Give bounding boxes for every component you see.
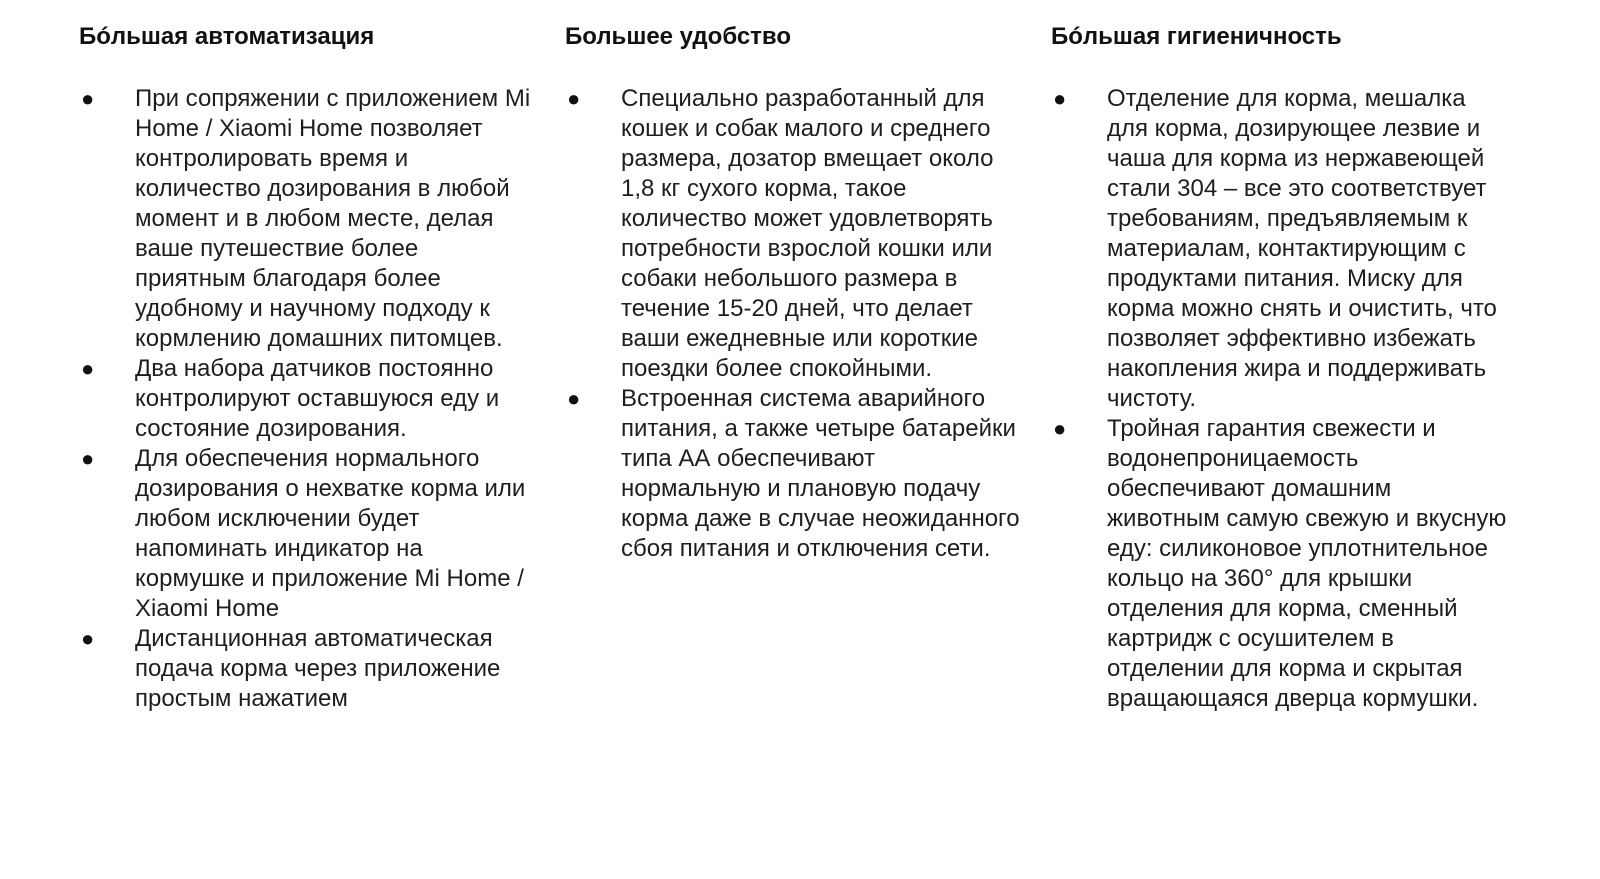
bullet-icon: ●: [81, 356, 95, 381]
list-item-text: При сопряжении с приложением Mi Home / Xiaomi Home позволяет контролировать время и количество дозирования в любой момент и в любом месте, делая ваше путешествие более приятным благодаря более удобному и научному подходу к кормлению домашних питомцев.: [135, 85, 531, 352]
bullet-list: [1051, 84, 1537, 714]
feature-columns: [79, 22, 1537, 714]
bullet-list: [565, 84, 1051, 564]
list-item-text: Дистанционная автоматическая подача корма через приложение простым нажатием: [135, 625, 501, 712]
bullet-icon: ●: [81, 626, 95, 651]
list-item: [79, 354, 565, 444]
bullet-icon: ●: [81, 446, 95, 471]
bullet-list: [79, 84, 565, 714]
list-item-text: Встроенная система аварийного питания, а также четыре батарейки типа АА обеспечивают нормальную и плановую подачу корма даже в случае неожиданного сбоя питания и отключения сети.: [621, 385, 1020, 562]
list-item-text: Тройная гарантия свежести и водонепроницаемость обеспечивают домашним животным самую свежую и вкусную еду: силиконовое уплотнительное кольцо на 360° для крышки отделения для корма, сменный картридж с осушителем в отделении для корма и скрытая вращающаяся дверца кормушки.: [1107, 415, 1507, 712]
bullet-icon: ●: [567, 86, 581, 111]
column-title: Большее удобство: [565, 23, 792, 50]
list-item-text: Для обеспечения нормального дозирования о нехватке корма или любом исключении будет напоминать индикатор на кормушке и приложение Mi Home / Xiaomi Home: [135, 445, 526, 622]
list-item: [79, 84, 565, 354]
bullet-icon: ●: [1053, 86, 1067, 111]
list-item: [565, 84, 1051, 384]
bullet-icon: ●: [567, 386, 581, 411]
list-item: [1051, 84, 1537, 414]
column-title: Бóльшая гигиеничность: [1051, 23, 1342, 50]
column-automation: [79, 22, 565, 714]
bullet-icon: ●: [1053, 416, 1067, 441]
column-hygiene: [1051, 22, 1537, 714]
column-title: Бóльшая автоматизация: [79, 23, 375, 50]
column-convenience: [565, 22, 1051, 714]
list-item: [79, 624, 565, 714]
bullet-icon: ●: [81, 86, 95, 111]
list-item-text: Специально разработанный для кошек и собак малого и среднего размера, дозатор вмещает около 1,8 кг сухого корма, такое количество может удовлетворять потребности взрослой кошки или собаки небольшого размера в течение 15-20 дней, что делает ваши ежедневные или короткие поездки более спокойными.: [621, 85, 994, 382]
list-item: [1051, 414, 1537, 714]
list-item: [79, 444, 565, 624]
list-item: [565, 384, 1051, 564]
list-item-text: Отделение для корма, мешалка для корма, дозирующее лезвие и чаша для корма из нержавеющей стали 304 – все это соответствует требованиям, предъявляемым к материалам, контактирующим с продуктами питания. Миску для корма можно снять и очистить, что позволяет эффективно избежать накопления жира и поддерживать чистоту.: [1107, 85, 1497, 412]
list-item-text: Два набора датчиков постоянно контролируют оставшуюся еду и состояние дозирования.: [135, 355, 500, 442]
